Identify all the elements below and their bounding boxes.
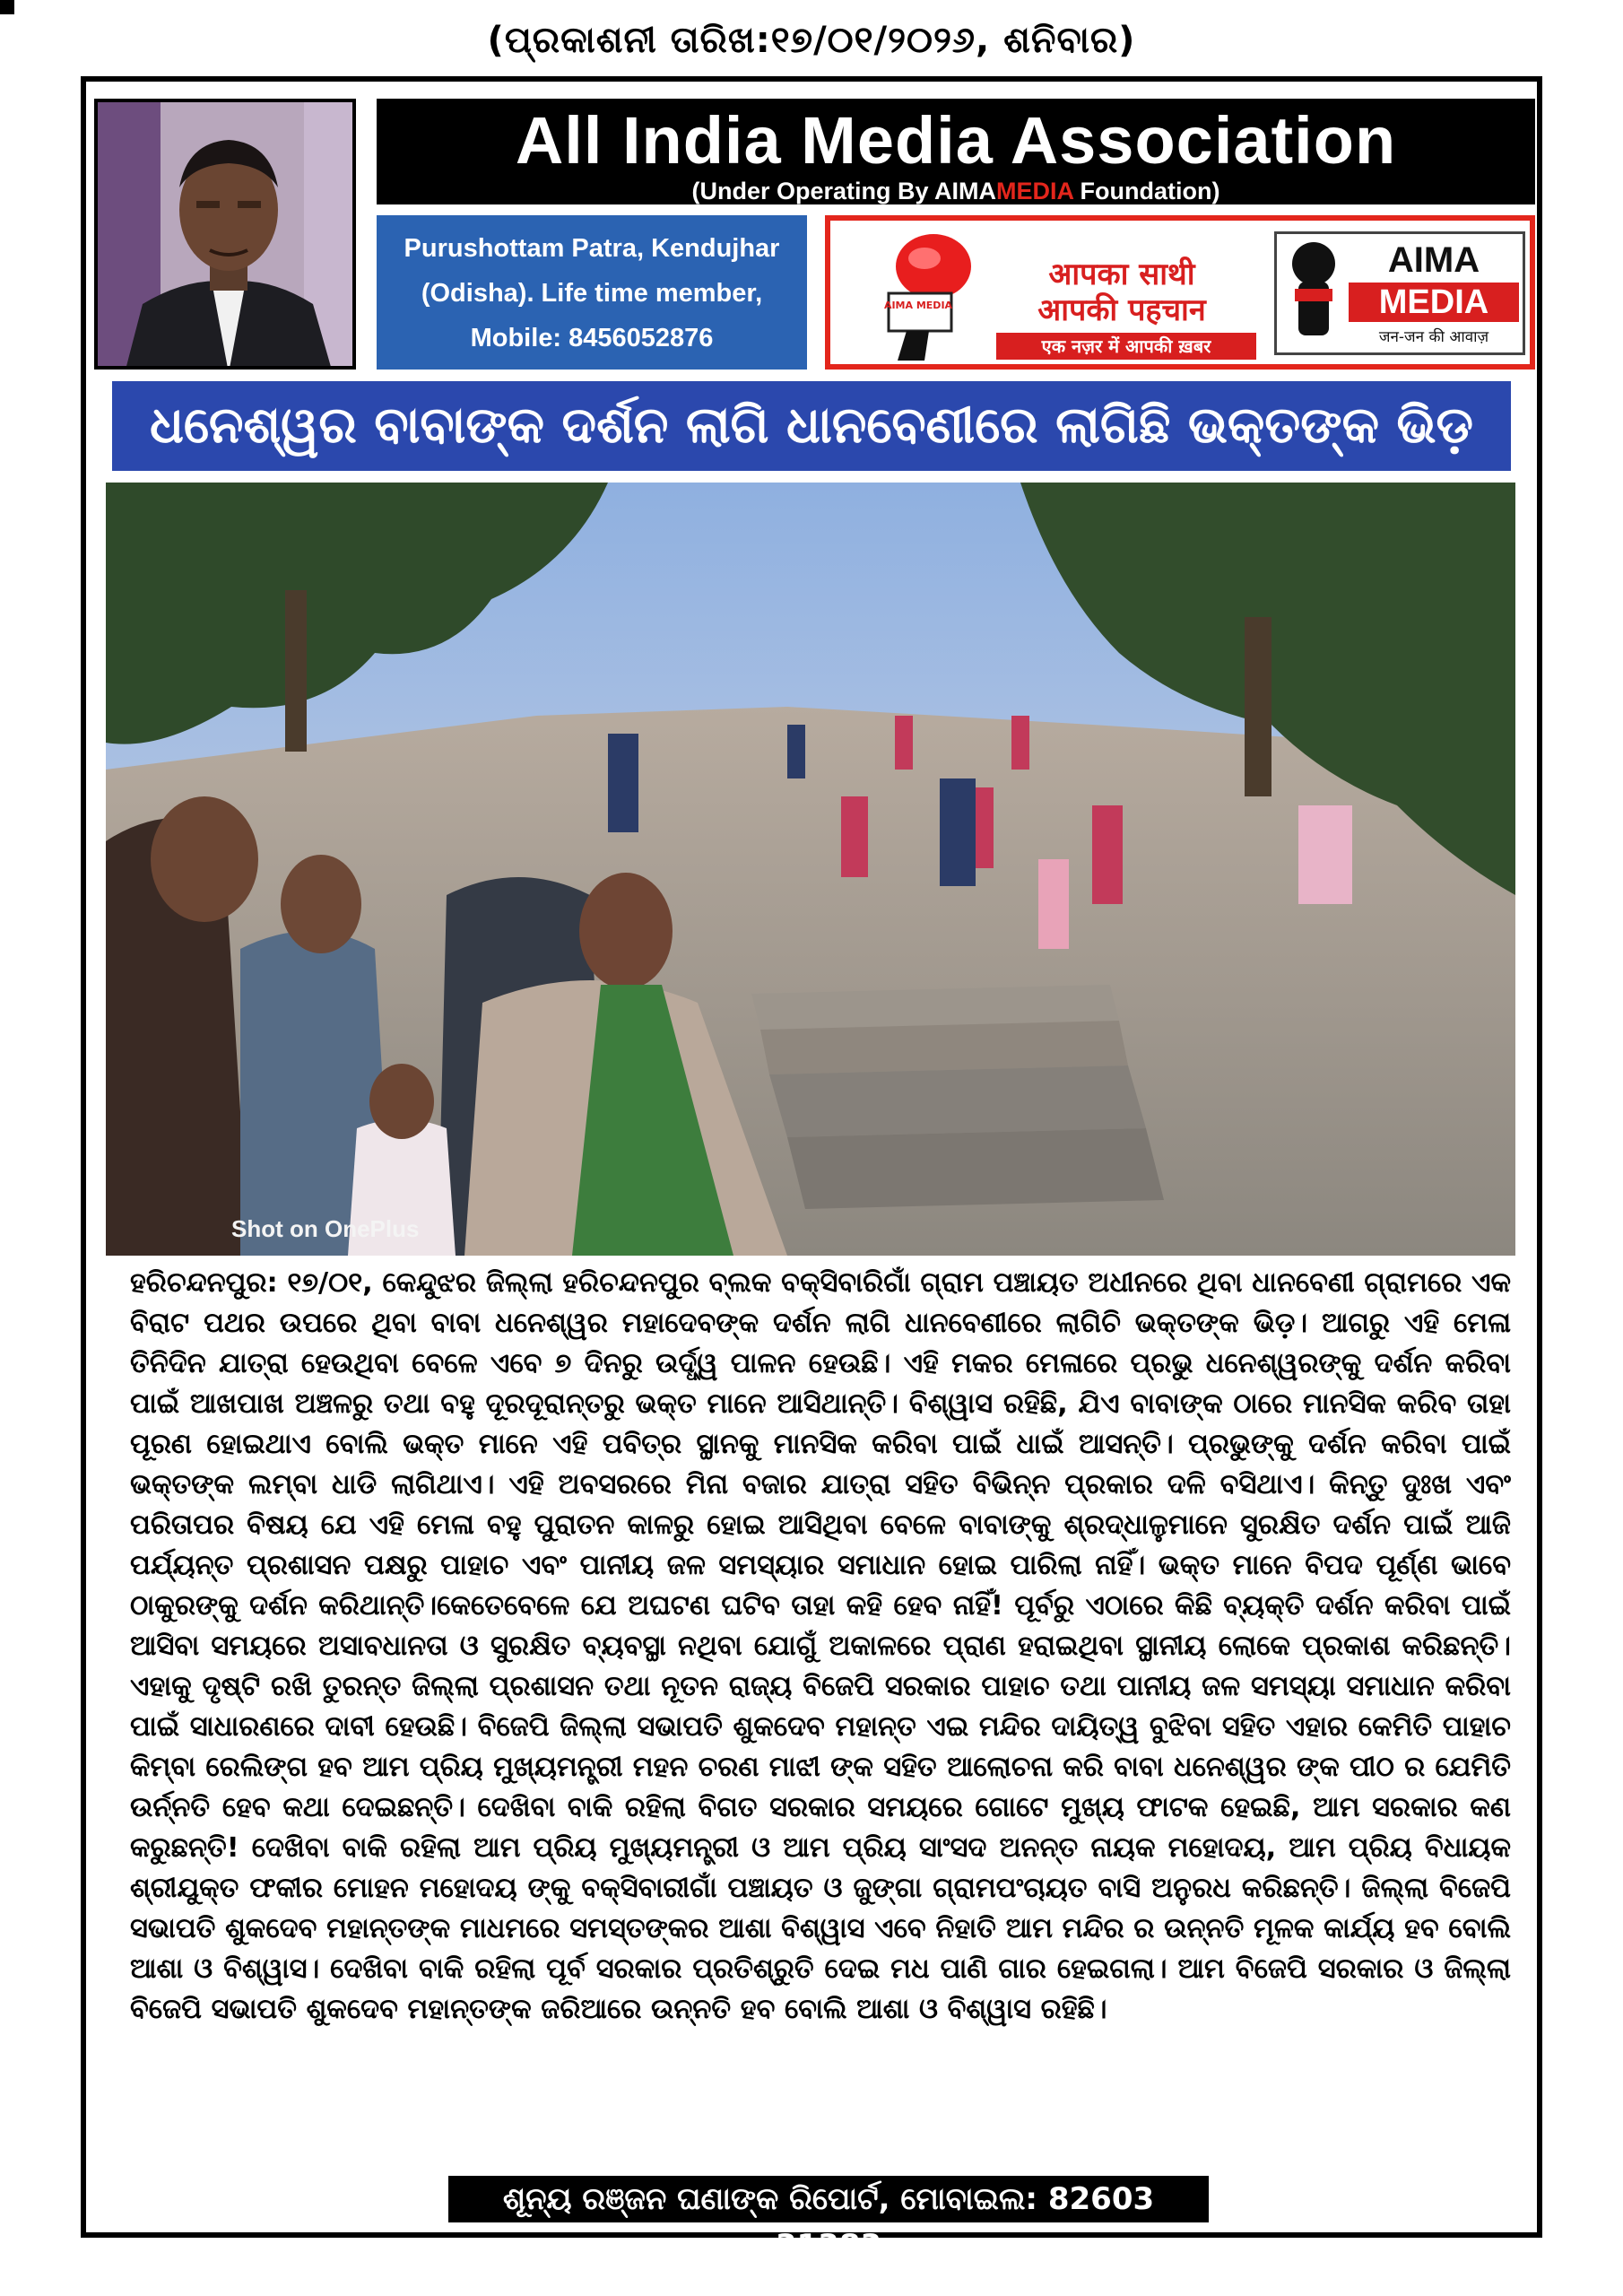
microphone-icon (835, 226, 1005, 361)
subtitle-prefix: (Under Operating By AIMA (691, 178, 997, 204)
ad-tagline-line-2: आपकी पहचान (1037, 292, 1206, 328)
logo-media-text: MEDIA (1349, 283, 1519, 322)
aima-media-ad (825, 215, 1535, 370)
mic-label: AIMA MEDIA (883, 300, 953, 311)
member-info (377, 215, 807, 370)
news-photo (106, 483, 1515, 1256)
logo-slogan: जन-जन की आवाज़ (1378, 328, 1489, 346)
publish-date: (ପ୍ରକାଶନୀ ତାରିଖ:୧୭/୦୧/୨୦୨୬, ଶନିବାର) (487, 20, 1136, 61)
logo-microphone-icon (1282, 237, 1345, 353)
association-banner (377, 99, 1535, 204)
headline: ଧନେଶ୍ୱର ବାବାଙ୍କ ଦର୍ଶନ ଲାଗି ଧାନବେଣୀରେ ଲାଗିଛି ଭକ୍ତଙ୍କ ଭିଡ଼ (112, 381, 1511, 471)
association-title: All India Media Association (515, 103, 1397, 178)
logo-aima-text: AIMA (1387, 240, 1480, 280)
photo-watermark: Shot on OnePlus (231, 1215, 420, 1242)
subtitle-highlight: MEDIA (996, 178, 1074, 204)
member-line-3: Mobile: 8456052876 (470, 324, 714, 352)
article-body: ହରିଚନ୍ଦନପୁର: ୧୭/୦୧, କେନ୍ଦୁଝର ଜିଲ୍ଲା ହରିଚନ୍ଦନପୁର ବ୍ଲକ ବକ୍ସିବାରିଗାଁ ଗ୍ରାମ ପଞ୍ଚାୟତ ଅଧୀନରେ ଥିବା ଧାନବେଣୀ ଗ୍ରାମରେ ଏକ ବିରାଟ ପଥର ଉପରେ ଥିବା ବାବା ଧନେଶ୍ୱର ମହାଦେବଙ୍କ ଦର୍ଶନ ଲାଗି ଧାନବେଣୀରେ ଲାଗିଚି ଭକ୍ତଙ୍କ ଭିଡ଼। ଆଗରୁ ଏହି ମେଳା ତିନିଦିନ ଯାତ୍ରା ହେଉଥିବା ବେଳେ ଏବେ ୭ ଦିନରୁ ଉର୍ଦ୍ଧ୍ୱ ପାଳନ ହେଉଛି। ଏହି ମକର ମେଳାରେ ପ୍ରଭୁ ଧନେଶ୍ୱରଙ୍କୁ ଦର୍ଶନ କରିବା ପାଇଁ ଆଖପାଖ ଅଞ୍ଚଳରୁ ତଥା ବହୁ ଦୂରଦୂରାନ୍ତରୁ ଭକ୍ତ ମାନେ ଆସିଥାନ୍ତି। ବିଶ୍ୱାସ ରହିଛି, ଯିଏ ବାବାଙ୍କ ଠାରେ ମାନସିକ କରିବ ତାହା ପୂରଣ ହୋଇଥାଏ ବୋଲି ଭକ୍ତ ମାନେ ଏହି ପବିତ୍ର ସ୍ଥାନକୁ ମାନସିକ କରିବା ପାଇଁ ଧାଇଁ ଆସନ୍ତି। ପ୍ରଭୁଙ୍କୁ ଦର୍ଶନ କରିବା ପାଇଁ ଭକ୍ତଙ୍କ ଲମ୍ବା ଧାଡି ଲାଗିଥାଏ। ଏହି ଅବସରରେ ମିନା ବଜାର ଯାତ୍ରା ସହିତ ବିଭିନ୍ନ ପ୍ରକାର ଦଳି ବସିଥାଏ। କିନ୍ତୁ ଦୁଃଖ ଏବଂ ପରିତାପର ବିଷୟ ଯେ ଏହି ମେଳା ବହୁ ପୁରାତନ କାଳରୁ ହୋଇ ଆସିଥିବା ବେଳେ ବାବାଙ୍କୁ ଶ୍ରଦ୍ଧାଳୁମାନେ ସୁରକ୍ଷିତ ଦର୍ଶନ ପାଇଁ ଆଜି ପର୍ଯ୍ୟନ୍ତ ପ୍ରଶାସନ ପକ୍ଷରୁ ପାହାଚ ଏବଂ ପାନୀୟ ଜଳ ସମସ୍ୟାର ସମାଧାନ ହୋଇ ପାରିଲା ନାହିଁ। ଭକ୍ତ ମାନେ ବିପଦ ପୂର୍ଣ୍ଣ ଭାବେ ଠାକୁରଙ୍କୁ ଦର୍ଶନ କରିଥାନ୍ତି।କେତେବେଳେ ଯେ ଅଘଟଣ ଘଟିବ ତାହା କହି ହେବ ନାହିଁ! ପୂର୍ବରୁ ଏଠାରେ କିଛି ବ୍ୟକ୍ତି ଦର୍ଶନ କରିବା ପାଇଁ ଆସିବା ସମୟରେ ଅସାବଧାନତା ଓ ସୁରକ୍ଷିତ ବ୍ୟବସ୍ଥା ନଥିବା ଯୋଗୁଁ ଅକାଳରେ ପ୍ରାଣ ହରାଇଥିବା ସ୍ଥାନୀୟ ଲୋକେ ପ୍ରକାଶ କରିଛନ୍ତି। ଏହାକୁ ଦୃଷ୍ଟି ରଖି ତୁରନ୍ତ ଜିଲ୍ଲା ପ୍ରଶାସନ ତଥା ନୂତନ ରାଜ୍ୟ ବିଜେପି ସରକାର ପାହାଚ ତଥା ପାନୀୟ ଜଳ ସମସ୍ୟା ସମାଧାନ କରିବା ପାଇଁ ସାଧାରଣରେ ଦାବୀ ହେଉଛି। ବିଜେପି ଜିଲ୍ଲା ସଭାପତି ଶୁକଦେବ ମହାନ୍ତ ଏଇ ମନ୍ଦିର ଦାୟିତ୍ୱ ବୁଝିବା ସହିତ ଏହାର କେମିତି ପାହାଚ କିମ୍ବା ରେଲିଙ୍ଗ ହବ ଆମ ପ୍ରିୟ ମୁଖ୍ୟମନ୍ତ୍ରୀ ମହନ ଚରଣ ମାଝୀ ଙ୍କ ସହିତ ଆଲୋଚନା କରି ବାବା ଧନେଶ୍ୱର ଙ୍କ ପୀଠ ର ଯେମିତି ଉର୍ନ୍ନତି ହେବ କଥା ଦେଇଛନ୍ତି। ଦେଖିବା ବାକି ରହିଲା ବିଗତ ସରକାର ସମୟରେ ଗୋଟେ ମୁଖ୍ୟ ଫାଟକ ହେଇଛି, ଆମ ସରକାର କଣ କରୁଛନ୍ତି! ଦେଖିବା ବାକି ରହିଲା ଆମ ପ୍ରିୟ ମୁଖ୍ୟମନ୍ତ୍ରୀ ଓ ଆମ ପ୍ରିୟ ସାଂସଦ ଅନନ୍ତ ନାୟକ ମହୋଦୟ, ଆମ ପ୍ରିୟ ବିଧାୟକ ଶ୍ରୀଯୁକ୍ତ ଫକୀର ମୋହନ ମହୋଦୟ ଙ୍କୁ ବକ୍ସିବାରୀଗାଁ ପଞ୍ଚାୟତ ଓ ଜୁଙ୍ଗା ଗ୍ରାମପଂଚାୟତ ବାସି ଅନୁରଧ କରିଛନ୍ତି। ଜିଲ୍ଲା ବିଜେପି ସଭାପତି ଶୁକଦେବ ମହାନ୍ତଙ୍କ ମାଧମରେ ସମସ୍ତଙ୍କର ଆଶା ବିଶ୍ୱାସ ଏବେ ନିହାତି ଆମ ମନ୍ଦିର ର ଉନ୍ନତି ମୂଳକ କାର୍ଯ୍ୟ ହବ ବୋଲି ଆଶା ଓ ବିଶ୍ୱାସ। ଦେଖିବା ବାକି ରହିଲା ପୂର୍ବ ସରକାର ପ୍ରତିଶ୍ରୁତି ଦେଇ ମଧ ପାଣି ଗାର ହେଇଗଲା। ଆମ ବିଜେପି ସରକାର ଓ ଜିଲ୍ଲା ବିଜେପି ସଭାପତି ଶୁକଦେବ ମହାନ୍ତଙ୍କ ଜରିଆରେ ଉନ୍ନତି ହବ ବୋଲି ଆଶା ଓ ବିଶ୍ୱାସ ରହିଛି। (130, 1267, 1511, 2025)
aima-logo (1274, 231, 1525, 355)
member-portrait (94, 99, 356, 370)
ad-tagline-line-1: आपका साथी (1048, 257, 1195, 292)
temple-hill-scene (106, 483, 1515, 1256)
ad-tagline-sub: एक नज़र में आपकी ख़बर (996, 333, 1256, 360)
subtitle-suffix: Foundation) (1073, 178, 1220, 204)
member-line-1: Purushottam Patra, Kendujhar (404, 234, 780, 263)
corner-marker (0, 0, 14, 14)
ad-tagline (1010, 257, 1234, 328)
member-line-2: (Odisha). Life time member, (421, 279, 763, 308)
portrait-illustration (98, 102, 356, 370)
association-subtitle (377, 178, 1535, 204)
reporter-credit: ଶୂନ୍ୟ ରଞ୍ଜନ ଘଣାଙ୍କ ରିପୋର୍ଟ, ମୋବାଇଲ: 82603 31383 (448, 2176, 1209, 2222)
